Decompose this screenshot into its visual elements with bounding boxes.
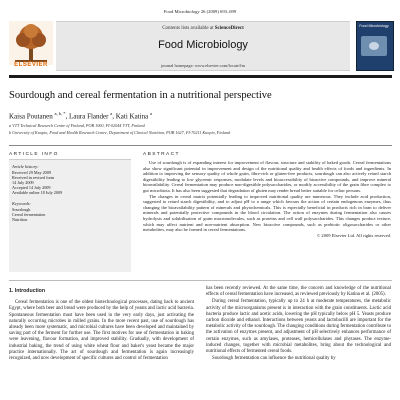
elsevier-tree-logo (9, 21, 53, 65)
history-line: Accepted 14 July 2009 (12, 185, 51, 190)
abstract-paragraph: The changes in cereal matrix potentially leading to improved nutritional quality are numerous. They include acid production, suggested to retard starch digestibility, and to adjust pH to a range which favours the action of certain endogenous enzymes, thus changing the bioavailability pattern of minerals and phytochemicals. This is especially beneficial in products rich in bran to deliver minerals and potentially protective compounds in the blood circulation. The action of enzymes during fermentation also causes hydrolysis and solubilisation of grain macromolecules, such as proteins and cell wall polysaccharides. This changes product texture, which may affect nutrient and non-nutrient absorption. New bioactive compounds, such as prebiotic oligosaccharides or other metabolites, may also be formed in cereal fermentations. (143, 193, 391, 233)
copyright-notice: © 2009 Elsevier Ltd. All rights reserved. (316, 232, 391, 238)
history-line: Received in revised form (12, 175, 55, 180)
contents-prefix: Contents lists available at (162, 26, 214, 31)
history-label: Article history: (12, 164, 39, 169)
publisher-logo-text: ELSEVIER (14, 62, 48, 68)
article-info-heading: ARTICLE INFO (9, 152, 59, 157)
sciencedirect-link[interactable]: ScienceDirect (214, 26, 244, 31)
body-paragraph: Sourdough fermentation can influence the nutritional quality by (212, 356, 336, 362)
history-line: 14 July 2009 (12, 180, 34, 185)
introduction-heading: 1. Introduction (9, 288, 46, 294)
cover-title: Food Microbiology (359, 24, 389, 28)
keyword: Sourdough (12, 207, 31, 212)
journal-reference: Food Microbiology 26 (2009) 693–699 (163, 9, 237, 14)
history-line: Received 29 May 2009 (12, 170, 51, 175)
page-bottom-fade (0, 388, 400, 400)
body-left-column (9, 286, 194, 363)
keyword: Nutrition (12, 217, 28, 222)
contents-line (56, 26, 350, 31)
affiliation-a: a VTT Technical Research Centre of Finland, POB 1000, FI-02044 VTT, Finland (9, 123, 145, 128)
abstract-body (143, 160, 391, 238)
cover-illustration (361, 36, 387, 56)
affiliation-b: b University of Kuopio, Food and Health Research Centre, Department of Clinical Nutrition, POB 1627, FI-70211 Kuopio, Finland (9, 130, 231, 135)
history-line: Available online 18 July 2009 (12, 190, 63, 195)
body-paragraph: During cereal fermentation, typically up to 24 h at moderate temperatures, the metabolic activity of the microorganisms present is in interaction with the grain constituents. Lactic acid bacteria produce lactic and acetic acids, lowering the pH typically below pH 5. Yeasts produce carbon dioxide and ethanol. Interactions between yeasts and lactobacilli are important for the metabolic activity of the sourdough. The changing conditions during fermentation contribute to the activation of enzymes present, and adjustment of pH selectively enhances performance of certain enzymes, such as amylases, proteases, hemicellulases and phytases. The enzyme-induced changes, together with microbial metabolites, bring about the technological and nutritional effects of fermented cereal foods. (206, 299, 391, 355)
body-right-column (206, 286, 391, 363)
header-divider (9, 75, 392, 78)
journal-homepage-link[interactable]: journal homepage: www.elsevier.com/locate/fm (160, 63, 246, 68)
abstract-paragraph: Use of sourdough is of expanding interest for improvement of flavour, structure and stability of baked goods. Cereal fermentations also show significant potential in improvement and design of the nutritional quality and health effects of foods and ingredients. In addition to improving the sensory quality of whole grain, fibre-rich or gluten-free products, sourdough can also actively retard starch digestibility leading to low glycemic responses, modulate levels and bioaccessibility of bioactive compounds, and improve mineral bioavailability. Cereal fermentation may produce non-digestible polysaccharides, or modify accessibility of the grain fibre complex to gut microbiota. It has also been suggested that degradation of gluten may render bread better suitable for celiac persons. (143, 160, 391, 193)
body-paragraph: Cereal fermentation is one of the oldest biotechnological processes, dating back to ancient Egypt, where both beer and bread were produced by the help of yeasts and lactic acid bacteria. Spontaneous fermentation must have been used in the very early days, just activating the naturally occurring microbes in milled grains. In the more recent past, use of sourdough has already been more systematic, and microbial cultures have been developed and maintained by saving part of the ferment for further use. The first motives for use of fermentation in baking were leavening, flavour formation, and improved stability. Gradually, with development of industrial baking, the trend of using white wheat flour and baker's yeast became the major practice internationally. The art of sourdough and fermentation is again increasingly recognized, and now development of specific cultures and control of fermentation (9, 300, 194, 362)
section-divider (9, 145, 392, 146)
article-title: Sourdough and cereal fermentation in a nutritional perspective (9, 90, 272, 101)
author-list: Kaisa Poutanen $^{a, b, *}$, Laura Flander $^a$, Kati Katina $^a$ (9, 111, 152, 121)
abstract-heading: ABSTRACT (143, 152, 180, 157)
keyword: Cereal fermentation (12, 212, 46, 217)
journal-title: Food Microbiology (158, 39, 248, 51)
body-divider (9, 280, 392, 281)
body-paragraph: has been recently reviewed. At the same time, the concern and knowledge of the nutritional effects of cereal fermentation have increased, as reviewed previously by Katina et al. (2005). (206, 286, 391, 298)
keywords-label: Keywords: (12, 201, 31, 206)
